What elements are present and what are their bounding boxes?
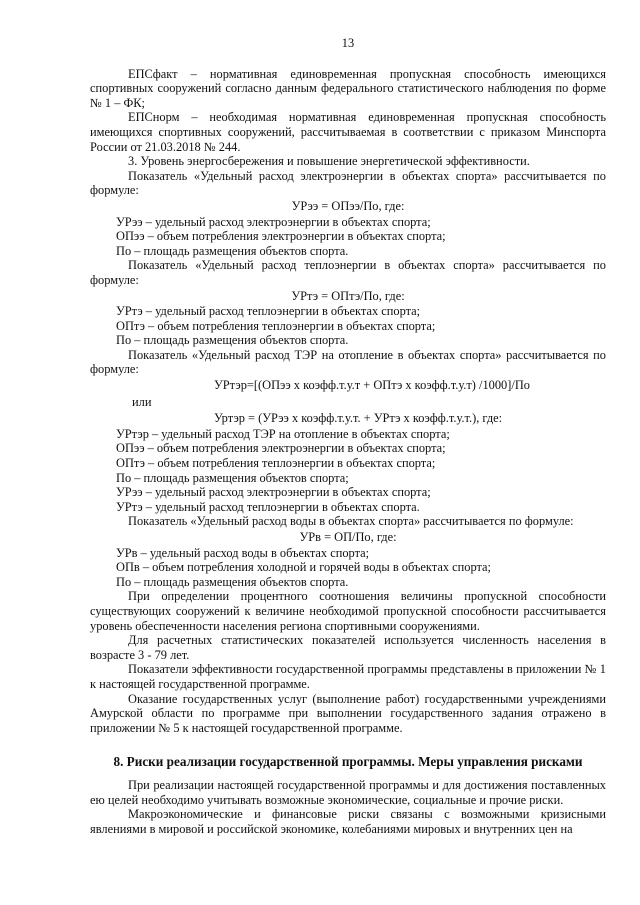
paragraph-appendix-1: Показатели эффективности государственной программы представлены в приложении № 1 к настоящей государственной программе. [90, 662, 606, 691]
definition-line: УРээ – удельный расход электроэнергии в объектах спорта; [116, 214, 431, 229]
paragraph-water-indicator: Показатель «Удельный расход воды в объектах спорта» рассчитывается по формуле: [128, 514, 574, 529]
definition-line: УРтэр – удельный расход ТЭР на отопление в объектах спорта; [116, 426, 450, 441]
definition-line: УРтэ – удельный расход теплоэнергии в объектах спорта. [116, 499, 420, 514]
paragraph-macro-risks: Макроэкономические и финансовые риски связаны с возможными кризисными явлениями в мировой и российской экономике, колебаниями мировых и внутренних цен на [90, 807, 606, 836]
definition-line: ОПээ – объем потребления электроэнергии в объектах спорта; [116, 229, 446, 244]
definition-line: УРээ – удельный расход электроэнергии в объектах спорта; [116, 485, 431, 500]
formula-ter-1: УРтэр=[(ОПээ х коэфф.т.у.т + ОПтэ х коэфф.т.у.т) /1000]/По [214, 378, 530, 393]
definition-line: По – площадь размещения объектов спорта; [116, 470, 349, 485]
paragraph-ter-indicator: Показатель «Удельный расход ТЭР на отопление в объектах спорта» рассчитывается по формуле: [90, 347, 606, 377]
definition-line: По – площадь размещения объектов спорта. [116, 243, 349, 258]
section-heading: 8. Риски реализации государственной программы. Меры управления рисками [113, 754, 583, 770]
paragraph-population: Для расчетных статистических показателей используется численность населения в возрасте 3 - 79 лет. [90, 633, 606, 662]
paragraph-risks-intro: При реализации настоящей государственной программы и для достижения поставленных ею целей необходимо учитывать возможные экономические, социальные и прочие риски. [90, 777, 606, 807]
paragraph-eps-norm: ЕПСнорм – необходимая нормативная единовременная пропускная способность имеющихся спортивных сооружений, рассчитываемая в соответствии с приказом Минспорта России от 21.03.2018 № 244. [90, 110, 606, 154]
definition-line: ОПтэ – объем потребления теплоэнергии в объектах спорта; [116, 318, 436, 333]
formula-water: УРв = ОП/По, где: [299, 530, 397, 544]
paragraph-electricity-indicator: Показатель «Удельный расход электроэнергии в объектах спорта» рассчитывается по формуле: [90, 168, 606, 198]
paragraph-appendix-5: Оказание государственных услуг (выполнение работ) государственными учреждениями Амурской области по программе при выполнении государственного задания отражено в приложении № 5 к настоящей государственной программе. [90, 691, 606, 735]
formula-or: или [132, 394, 152, 409]
paragraph-eps-fact: ЕПСфакт – нормативная единовременная пропускная способность имеющихся спортивных сооружений согласно данным федерального статистического наблюдения по форме № 1 – ФК; [90, 66, 606, 110]
definition-line: УРтэ – удельный расход теплоэнергии в объектах спорта; [116, 304, 421, 319]
definition-line: УРв – удельный расход воды в объектах спорта; [116, 545, 370, 560]
formula-heat: УРтэ = ОПтэ/По, где: [291, 288, 405, 303]
definition-line: ОПээ – объем потребления электроэнергии в объектах спорта; [116, 441, 446, 456]
formula-ter-2: Уртэр = (УРээ х коэфф.т.у.т. + УРтэ х коэфф.т.у.т.), где: [214, 411, 503, 426]
definition-line: ОПтэ – объем потребления теплоэнергии в объектах спорта; [116, 456, 436, 471]
definition-line: По – площадь размещения объектов спорта. [116, 333, 349, 348]
paragraph-heat-indicator: Показатель «Удельный расход теплоэнергии в объектах спорта» рассчитывается по формуле: [90, 258, 606, 287]
paragraph-energy-level: 3. Уровень энергосбережения и повышение энергетической эффективности. [128, 154, 530, 169]
definition-line: По – площадь размещения объектов спорта. [116, 574, 349, 589]
formula-electricity: УРээ = ОПээ/По, где: [291, 198, 405, 213]
page-number: 13 [341, 36, 355, 50]
definition-line: ОПв – объем потребления холодной и горячей воды в объектах спорта; [116, 560, 491, 575]
paragraph-capacity-ratio: При определении процентного соотношения величины пропускной способности существующих сооружений к величине необходимой пропускной способности рассчитывается уровень обеспеченности населения региона спортивными сооружениями. [90, 589, 606, 633]
